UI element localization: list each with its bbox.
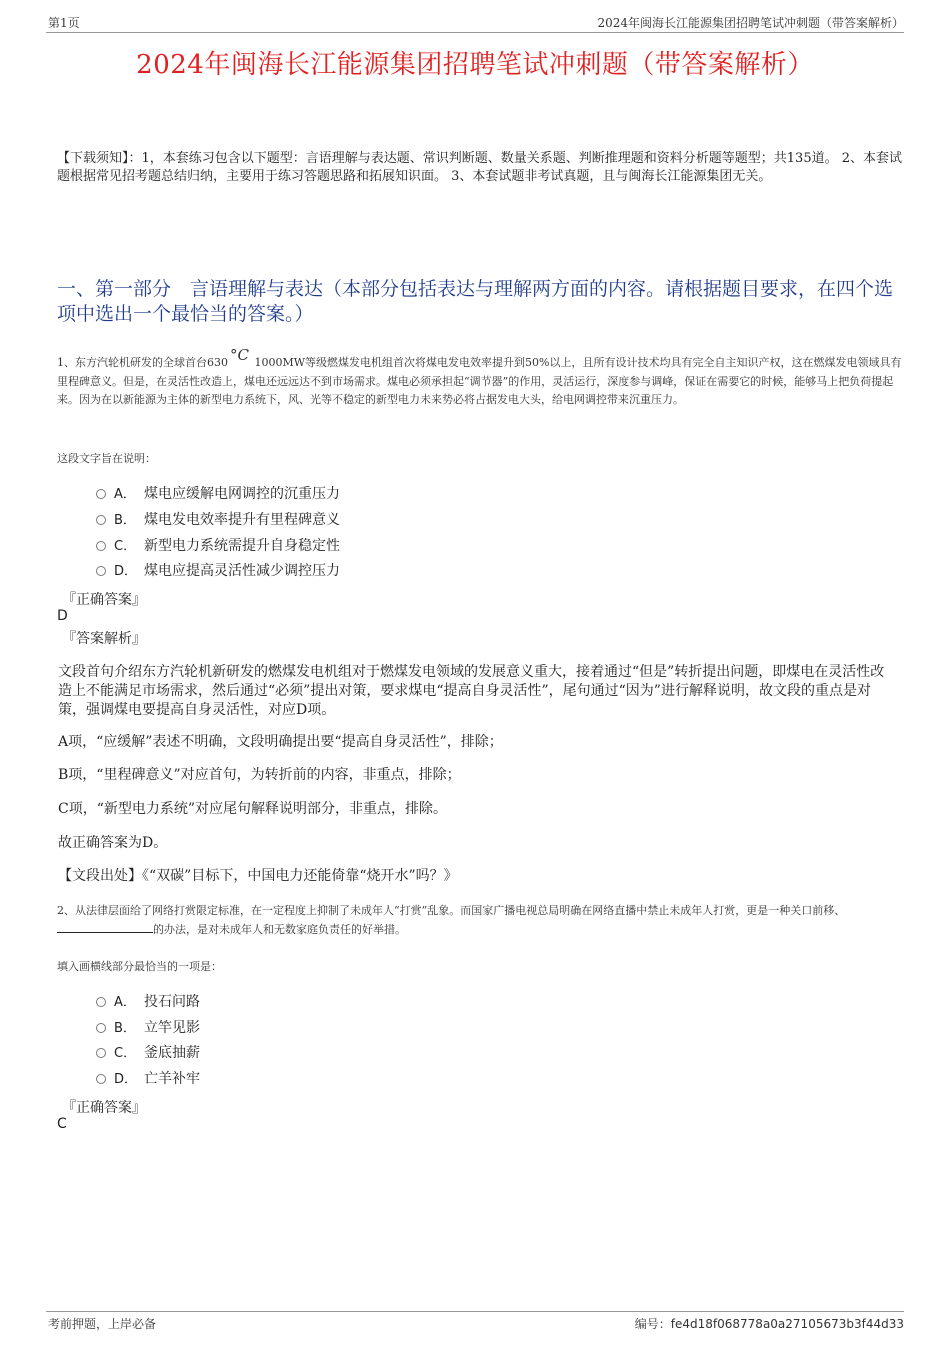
analysis-option-a: A项，“应缓解”表述不明确，文段明确提出要“提高自身灵活性”，排除； [58, 734, 503, 750]
option-letter: D． [114, 1072, 138, 1087]
option-text: 新型电力系统需提升自身稳定性 [144, 538, 340, 554]
question-1-answer: D [57, 608, 68, 624]
analysis-source: 【文段出处】《“双碳”目标下，中国电力还能倚靠“烧开水”吗？》 [58, 868, 458, 884]
question-2-option-d[interactable] [96, 1068, 200, 1088]
question-2-answer-label: 『正确答案』 [62, 1100, 146, 1116]
question-1-prompt: 这段文字旨在说明： [57, 452, 156, 465]
radio-icon[interactable] [96, 1048, 106, 1058]
analysis-conclusion: 故正确答案为D。 [58, 835, 168, 851]
radio-icon[interactable] [96, 1023, 106, 1033]
question-2-option-a[interactable] [96, 991, 200, 1011]
option-text: 投石问路 [144, 994, 200, 1010]
analysis-option-b: B项，“里程碑意义”对应首句，为转折前的内容，非重点，排除； [58, 767, 461, 783]
radio-icon[interactable] [96, 515, 106, 525]
option-letter: A． [114, 487, 136, 502]
question-1-text [57, 346, 902, 410]
option-text: 釜底抽薪 [144, 1045, 200, 1061]
option-text: 立竿见影 [144, 1020, 200, 1036]
header-doc-title: 2024年闽海长江能源集团招聘笔试冲刺题（带答案解析） [597, 16, 904, 30]
question-1-text-part1: 1、东方汽轮机研发的全球首台630 [57, 356, 228, 369]
option-letter: B． [114, 513, 136, 528]
option-letter: D． [114, 564, 138, 579]
option-letter: C． [114, 1046, 137, 1061]
question-1-option-d[interactable] [96, 560, 340, 580]
section-heading: 一、第一部分 言语理解与表达（本部分包括表达与理解两方面的内容。请根据题目要求，在四个选项中选出一个最恰当的答案。） [57, 278, 894, 325]
page-title: 2024年闽海长江能源集团招聘笔试冲刺题（带答案解析） [136, 50, 814, 80]
analysis-paragraph: 文段首句介绍东方汽轮机新研发的燃煤发电机组对于燃煤发电领域的发展意义重大，接着通过“但是”转折提出问题，即煤电在灵活性改造上不能满足市场需求，然后通过“必须”提出对策，要求煤电“提高自身灵活性”，尾句通过“因为”进行解释说明，故文段的重点是对策，强调煤电要提高自身灵活性，对应D项。 [58, 664, 885, 718]
question-1-text-part2: 1000MW等级燃煤发电机组首次将煤电发电效率提升到50%以上，且所有设计技术均具有完全自主知识产权，这在燃煤发电领域具有里程碑意义。但是，在灵活性改造上，煤电还远远达不到市场需求。煤电必须承担起“调节器”的作用，灵活运行，深度参与调峰，保证在需要它的时候，能够马上把负荷提起来。因为在以新能源为主体的新型电力系统下，风、光等不稳定的新型电力未来势必将占据发电大头，给电网调控带来沉重压力。 [57, 356, 902, 406]
question-1-option-b[interactable] [96, 509, 340, 529]
question-1-option-a[interactable] [96, 483, 340, 503]
option-text: 煤电应缓解电网调控的沉重压力 [144, 486, 340, 502]
footer-divider [46, 1311, 904, 1312]
radio-icon[interactable] [96, 489, 106, 499]
option-text: 煤电发电效率提升有里程碑意义 [144, 512, 340, 528]
question-2-text-part2: 的办法，是对未成年人和无数家庭负责任的好举措。 [153, 922, 406, 936]
footer-code [635, 1315, 904, 1332]
analysis-option-c: C项，“新型电力系统”对应尾句解释说明部分，非重点，排除。 [58, 801, 448, 817]
radio-icon[interactable] [96, 1074, 106, 1084]
option-text: 亡羊补牢 [144, 1071, 200, 1087]
page-number: 第1页 [48, 16, 80, 30]
question-2-prompt: 填入画横线部分最恰当的一项是： [57, 960, 222, 973]
option-letter: C． [114, 539, 137, 554]
header-divider [46, 32, 904, 33]
footer-slogan: 考前押题，上岸必备 [48, 1317, 157, 1331]
option-letter: A． [114, 995, 136, 1010]
question-2-option-b[interactable] [96, 1017, 200, 1037]
footer-code-value: fe4d18f068778a0a27105673b3f44d33 [670, 1317, 904, 1331]
question-2-text-part1: 2、从法律层面给了网络打赏限定标准，在一定程度上抑制了未成年人“打赏”乱象。而国家广播电视总局明确在网络直播中禁止未成年人打赏，更是一种关口前移、 [57, 904, 846, 917]
option-text: 煤电应提高灵活性减少调控压力 [144, 563, 340, 579]
radio-icon[interactable] [96, 566, 106, 576]
footer-code-label: 编号： [634, 1317, 671, 1331]
option-letter: B． [114, 1021, 136, 1036]
fill-in-blank [57, 922, 153, 933]
question-1-analysis-label: 『答案解析』 [62, 631, 146, 647]
question-2-option-c[interactable] [96, 1042, 200, 1062]
radio-icon[interactable] [96, 997, 106, 1007]
question-1-answer-label: 『正确答案』 [62, 592, 146, 608]
question-1-option-c[interactable] [96, 535, 340, 555]
download-notice: 【下载须知】：1，本套练习包含以下题型：言语理解与表达题、常识判断题、数量关系题、判断推理题和资料分析题等题型；共135道。 2、本套试题根据常见招考题总结归纳，主要用于练习答题思路和拓展知识面。 3、本套试题非考试真题，且与闽海长江能源集团无关。 [57, 151, 902, 184]
question-2-answer: C [57, 1116, 67, 1132]
radio-icon[interactable] [96, 541, 106, 551]
temperature-unit: °C [230, 346, 249, 364]
question-2-text [57, 902, 902, 939]
